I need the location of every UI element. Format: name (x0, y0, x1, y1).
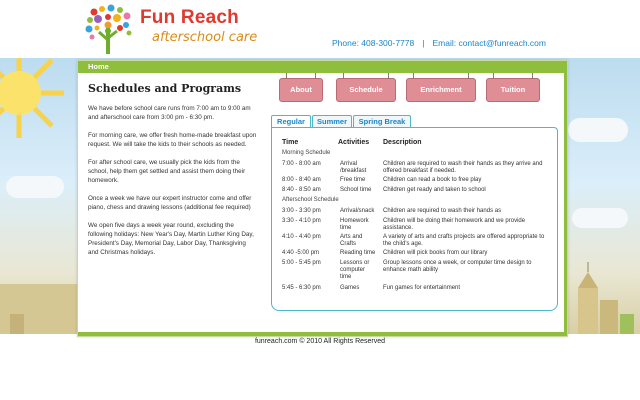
hook-line (532, 73, 533, 79)
description-cell: Children will be doing their homework and we provide assistance. (383, 218, 526, 231)
cloud-right-low (572, 208, 628, 228)
about-button[interactable] (279, 78, 323, 102)
tab-regular[interactable]: Regular (271, 115, 311, 128)
contact-separator: | (422, 38, 425, 48)
activity-cell: Free time (340, 177, 366, 183)
cloud-right (568, 118, 628, 142)
description-cell: A variety of arts and crafts projects are offered appropriate to the child's age. (383, 234, 545, 247)
description-cell: Children will pick books from our library (383, 250, 488, 256)
sun-icon (0, 58, 64, 138)
hook-line (286, 73, 287, 79)
logo-tree-icon[interactable] (84, 4, 134, 56)
description-cell: Fun games for entertainment (383, 285, 461, 291)
tab-summer[interactable]: Summer (312, 115, 352, 128)
top-navbar (78, 61, 567, 73)
description-cell: Group lessons once a week, or computer time design to enhance math ability (383, 260, 532, 273)
time-cell: 4:10 - 4:40 pm (282, 234, 321, 240)
activity-cell: Lessons or computer time (340, 260, 370, 280)
hook-line (343, 73, 344, 79)
time-cell: 3:00 - 3:30 pm (282, 208, 321, 214)
time-cell: 5:45 - 6:30 pm (282, 285, 321, 291)
hook-line (388, 73, 389, 79)
brand-name[interactable]: Fun Reach (140, 7, 239, 28)
afterschool-schedule-heading: Afterschool Schedule (282, 197, 339, 203)
tab-spring-break[interactable]: Spring Break (353, 115, 411, 128)
time-cell: 5:00 - 5:45 pm (282, 260, 321, 266)
sandcastle-icon (570, 258, 638, 334)
enrichment-button[interactable] (406, 78, 476, 102)
column-header-activities: Activities (338, 139, 370, 146)
tuition-button[interactable] (486, 78, 540, 102)
time-cell: 3:30 - 4:10 pm (282, 218, 321, 224)
footer-copyright: funreach.com © 2010 All Rights Reserved (254, 338, 386, 345)
email-link[interactable]: Email: contact@funreach.com (432, 38, 546, 48)
contact-info (332, 38, 546, 48)
description-cell: Children are required to wash their hands as (383, 208, 502, 214)
page-title: Schedules and Programs (88, 82, 242, 95)
schedule-button-label: Schedule (349, 85, 383, 94)
brand-tagline: afterschool care (152, 30, 258, 45)
schedule-button[interactable] (336, 78, 396, 102)
hook-line (493, 73, 494, 79)
cloud-left (6, 176, 64, 198)
description-cell: Children can read a book to free play (383, 177, 482, 183)
nav-home-link[interactable]: Home (88, 62, 109, 71)
time-cell: 8:40 - 8:50 am (282, 187, 321, 193)
tuition-button-label: Tuition (500, 85, 526, 94)
activity-cell: Arrival/snack (340, 208, 375, 214)
activity-cell: Homework time (340, 218, 369, 231)
activity-cell: School time (340, 187, 372, 193)
sand-left-icon (0, 284, 77, 334)
frame-right-border (564, 73, 567, 332)
hook-line (468, 73, 469, 79)
column-header-description: Description (383, 139, 422, 146)
paragraph: Once a week we have our expert instructor come and offer piano, chess and drawing lessons (additional fee required) (88, 195, 252, 211)
paragraph: We have before school care runs from 7:00 am to 9:00 am and afterschool care from 3:00 pm - 6:30 pm. (88, 105, 251, 121)
paragraph: We open five days a week year round, excluding the following holidays: New Year's Day, Martin Luther King Day, President's Day, Memorial Day, Labor Day, Thanksgiving and Christmas holidays. (88, 222, 254, 256)
frame-bottom-border (78, 332, 567, 336)
activity-cell: Arrival /breakfast (340, 161, 367, 174)
description-cell: Children get ready and taken to school (383, 187, 486, 193)
enrichment-button-label: Enrichment (420, 85, 462, 94)
content-frame (77, 60, 568, 337)
activity-cell: Reading time (340, 250, 376, 256)
hook-line (315, 73, 316, 79)
schedule-panel (271, 127, 558, 311)
time-cell: 8:00 - 8:40 am (282, 177, 321, 183)
hook-line (413, 73, 414, 79)
phone-number: Phone: 408-300-7778 (332, 38, 415, 48)
morning-schedule-heading: Morning Schedule (282, 150, 331, 156)
paragraph: For morning care, we offer fresh home-made breakfast upon request. We will take the kids to their schools as needed. (88, 132, 257, 148)
description-cell: Children are required to wash their hands as they arrive and offered breakfast if needed. (383, 161, 543, 174)
activity-cell: Games (340, 285, 360, 291)
paragraph: For after school care, we usually pick the kids from the school, help them get settled and assist them doing their homework. (88, 159, 246, 184)
intro-text (88, 104, 258, 266)
time-cell: 7:00 - 8:00 am (282, 161, 321, 167)
activity-cell: Arts and Crafts (340, 234, 363, 247)
about-button-label: About (290, 85, 312, 94)
column-header-time: Time (282, 139, 299, 146)
time-cell: 4:40 -5:00 pm (282, 250, 320, 256)
